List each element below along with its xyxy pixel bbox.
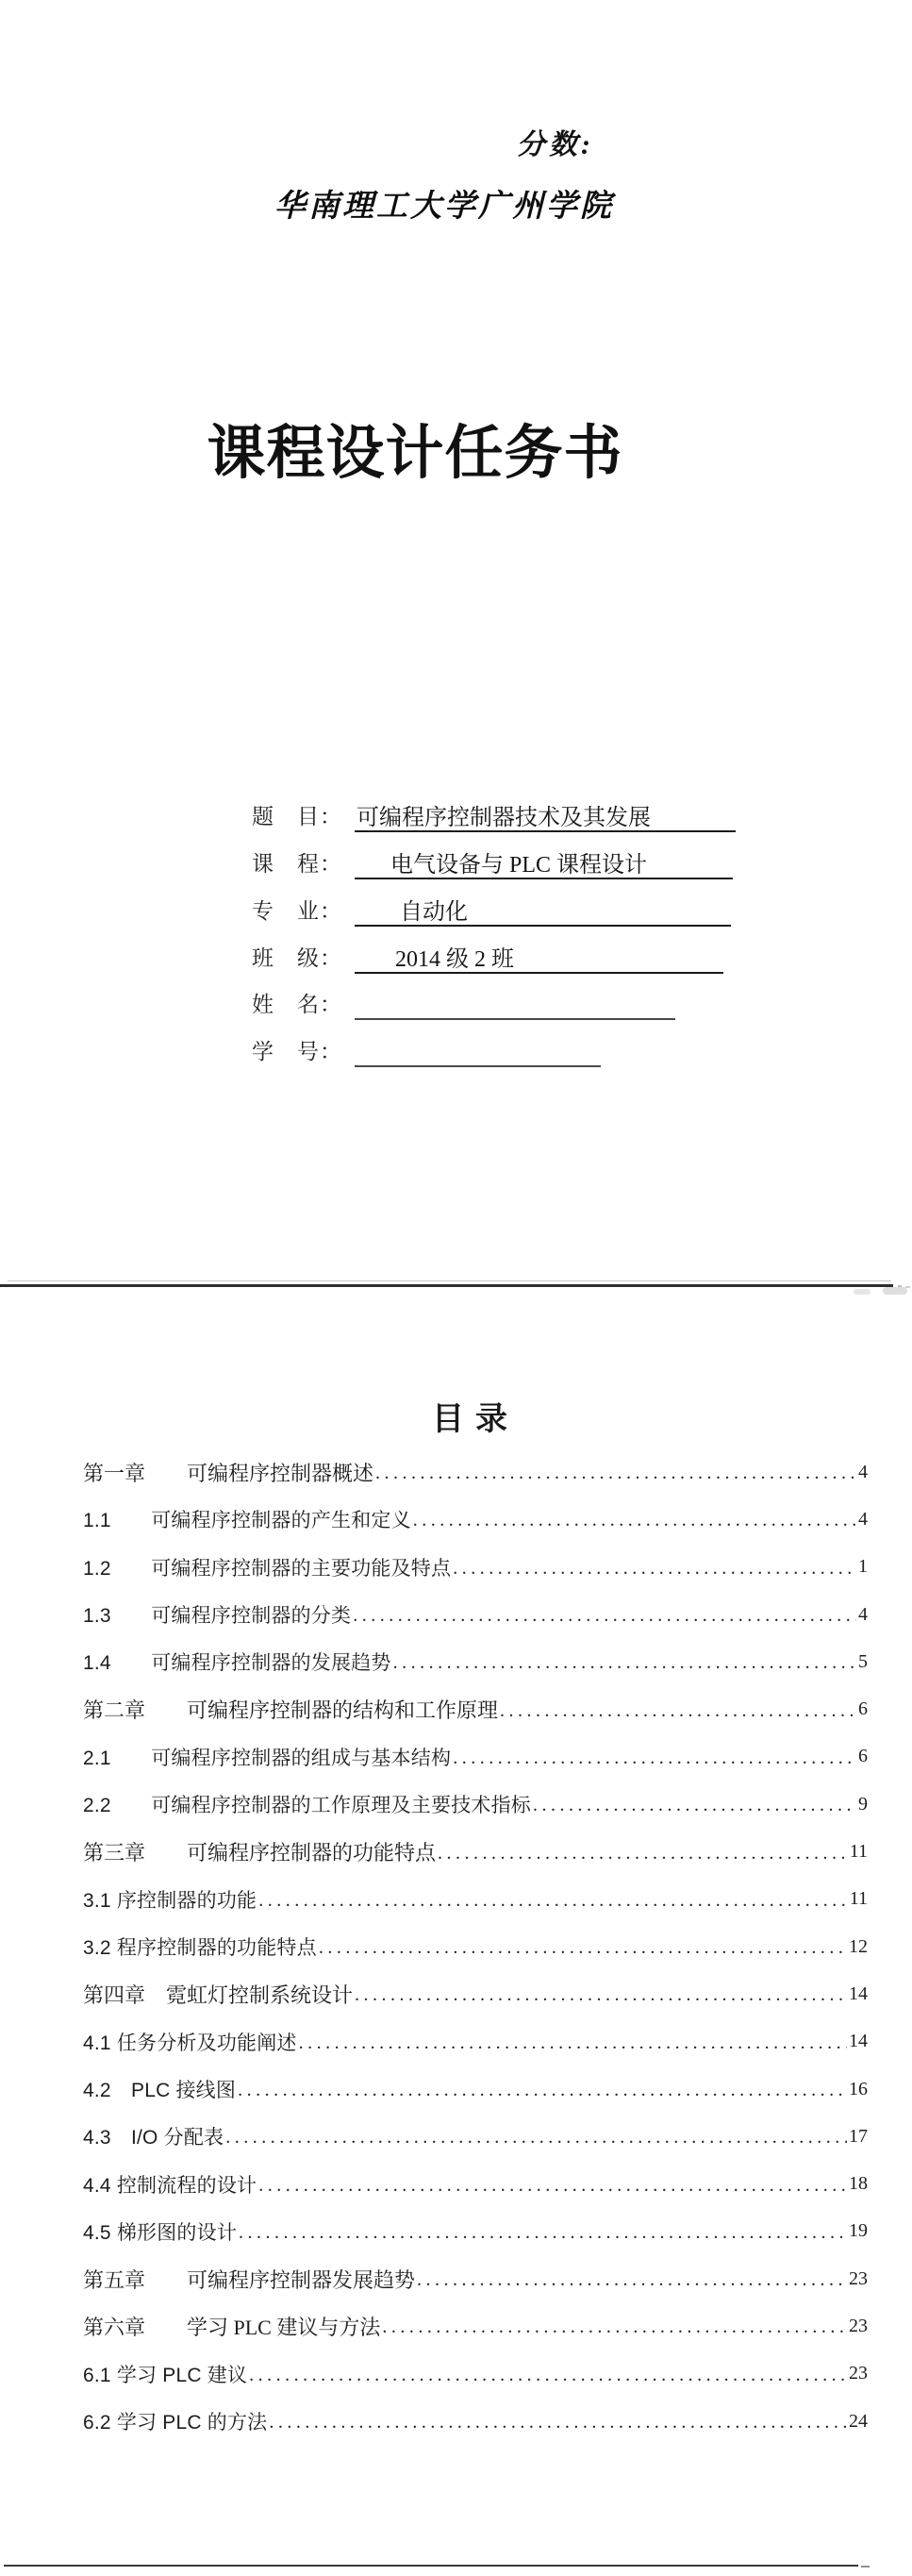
table-of-contents bbox=[83, 1448, 868, 2445]
field-label: 班 级： bbox=[252, 946, 342, 970]
toc-page-number: 6 bbox=[858, 1698, 868, 1720]
toc-page-number: 19 bbox=[849, 2220, 868, 2242]
toc-leader-dots bbox=[258, 2172, 847, 2197]
toc-entry bbox=[83, 1496, 868, 1543]
toc-entry-text: 第六章 学习 PLC 建议与方法 bbox=[83, 2315, 381, 2339]
field-value: 自动化 bbox=[400, 899, 468, 925]
toc-entry-text: 1.2 可编程序控制器的主要功能及特点 bbox=[83, 1557, 452, 1580]
field-underline bbox=[355, 847, 733, 879]
field-label: 课 程： bbox=[252, 852, 342, 876]
toc-leader-dots bbox=[500, 1698, 856, 1722]
toc-leader-dots bbox=[438, 1840, 848, 1865]
toc-page-number: 5 bbox=[858, 1650, 868, 1672]
toc-leader-dots bbox=[238, 2077, 847, 2101]
toc-page-number: 18 bbox=[849, 2173, 868, 2195]
toc-leader-dots bbox=[417, 2267, 847, 2291]
field-row bbox=[252, 893, 731, 927]
toc-page-number: 6 bbox=[858, 1746, 868, 1767]
toc-entry-text: 4.1 任务分析及功能阐述 bbox=[83, 2032, 297, 2054]
page-divider-light-line bbox=[8, 1280, 891, 1281]
field-row bbox=[252, 1033, 601, 1067]
toc-entry bbox=[83, 2208, 868, 2255]
field-label: 专 业： bbox=[252, 899, 342, 923]
page-bottom-edge-dash bbox=[861, 2566, 870, 2568]
toc-entry-text: 1.1 可编程序控制器的产生和定义 bbox=[83, 1510, 411, 1532]
toc-page-number: 4 bbox=[858, 1603, 868, 1625]
toc-entry bbox=[83, 1781, 868, 1828]
toc-leader-dots bbox=[249, 2362, 847, 2386]
field-value: 2014 级 2 班 bbox=[395, 946, 514, 972]
toc-entry-text: 4.5 梯形图的设计 bbox=[83, 2221, 238, 2244]
toc-entry-text: 1.4 可编程序控制器的发展趋势 bbox=[83, 1652, 391, 1675]
toc-entry-text: 2.1 可编程序控制器的组成与基本结构 bbox=[83, 1747, 452, 1769]
toc-entry bbox=[83, 1448, 868, 1496]
toc-page-number: 16 bbox=[849, 2078, 868, 2099]
toc-entry-text: 3.2 程序控制器的功能特点 bbox=[83, 1937, 317, 1960]
toc-page-number: 23 bbox=[849, 2363, 868, 2384]
toc-entry-text: 4.4 控制流程的设计 bbox=[83, 2174, 257, 2197]
toc-page-number: 11 bbox=[849, 1841, 868, 1863]
toc-page-number: 12 bbox=[849, 1935, 868, 1957]
university-name: 华南理工大学广州学院 bbox=[274, 190, 614, 224]
toc-entry bbox=[83, 2018, 868, 2066]
toc-page-number: 11 bbox=[849, 1888, 868, 1910]
toc-leader-dots bbox=[269, 2409, 847, 2434]
toc-page-number: 14 bbox=[849, 2031, 868, 2052]
toc-entry-text: 第三章 可编程序控制器的功能特点 bbox=[83, 1841, 437, 1865]
toc-page-number: 24 bbox=[849, 2410, 868, 2432]
field-row bbox=[252, 798, 736, 832]
field-underline bbox=[355, 895, 731, 927]
toc-entry bbox=[83, 2160, 868, 2207]
toc-entry bbox=[83, 1685, 868, 1732]
toc-entry bbox=[83, 2302, 868, 2350]
toc-entry bbox=[83, 1544, 868, 1591]
toc-page-number: 4 bbox=[858, 1508, 868, 1530]
field-row bbox=[252, 940, 723, 974]
page-bottom-edge-line bbox=[4, 2565, 858, 2567]
page-divider-dark-line bbox=[0, 1284, 893, 1287]
toc-page-number: 9 bbox=[858, 1793, 868, 1815]
toc-entry-text: 4.3 I/O 分配表 bbox=[83, 2127, 224, 2149]
toc-entry-text: 6.1 学习 PLC 建议 bbox=[83, 2364, 248, 2386]
toc-leader-dots bbox=[453, 1555, 856, 1580]
toc-leader-dots bbox=[225, 2124, 847, 2149]
toc-entry bbox=[83, 1876, 868, 1923]
toc-entry-text: 2.2 可编程序控制器的工作原理及主要技术指标 bbox=[83, 1795, 531, 1817]
toc-leader-dots bbox=[353, 1602, 856, 1627]
toc-page-number: 17 bbox=[849, 2125, 868, 2147]
toc-entry-text: 第一章 可编程序控制器概述 bbox=[83, 1461, 374, 1485]
toc-entry-text: 第二章 可编程序控制器的结构和工作原理 bbox=[83, 1698, 499, 1723]
field-value: 电气设备与 PLC 课程设计 bbox=[390, 852, 648, 878]
toc-entry bbox=[83, 1828, 868, 1875]
field-row bbox=[252, 986, 675, 1020]
toc-leader-dots bbox=[375, 1460, 856, 1484]
score-label: 分数: bbox=[517, 129, 594, 160]
toc-leader-dots bbox=[239, 2219, 847, 2244]
document-title: 课程设计任务书 bbox=[207, 421, 623, 486]
scan-artifact bbox=[854, 1289, 871, 1295]
toc-leader-dots bbox=[258, 1887, 848, 1912]
toc-entry-text: 第五章 可编程序控制器发展趋势 bbox=[83, 2267, 416, 2292]
field-underline bbox=[355, 1035, 601, 1067]
field-row bbox=[252, 845, 733, 879]
toc-entry-text: 3.1 序控制器的功能 bbox=[83, 1889, 257, 1912]
scan-artifact bbox=[883, 1287, 907, 1295]
toc-page-number: 1 bbox=[858, 1556, 868, 1578]
toc-entry bbox=[83, 1591, 868, 1638]
toc-entry bbox=[83, 2398, 868, 2445]
toc-entry bbox=[83, 2255, 868, 2302]
toc-entry-text: 第四章 霓虹灯控制系统设计 bbox=[83, 1982, 354, 2007]
toc-entry-text: 6.2 学习 PLC 的方法 bbox=[83, 2412, 268, 2434]
toc-entry bbox=[83, 1970, 868, 2017]
field-value: 可编程序控制器技术及其发展 bbox=[357, 805, 651, 830]
toc-entry bbox=[83, 2113, 868, 2160]
toc-leader-dots bbox=[393, 1649, 856, 1674]
field-underline bbox=[355, 988, 675, 1020]
field-underline bbox=[355, 942, 723, 974]
field-underline bbox=[355, 800, 736, 832]
toc-page-number: 23 bbox=[849, 2315, 868, 2336]
toc-entry bbox=[83, 2350, 868, 2398]
toc-leader-dots bbox=[299, 2030, 847, 2054]
toc-entry bbox=[83, 1923, 868, 1970]
toc-leader-dots bbox=[453, 1745, 856, 1769]
field-label: 学 号： bbox=[252, 1040, 342, 1063]
toc-leader-dots bbox=[382, 2314, 847, 2338]
toc-title: 目录 bbox=[432, 1402, 519, 1437]
toc-entry-text: 4.2 PLC 接线图 bbox=[83, 2080, 237, 2101]
toc-page-number: 23 bbox=[849, 2267, 868, 2289]
field-label: 姓 名： bbox=[252, 993, 342, 1016]
field-label: 题 目： bbox=[252, 805, 342, 828]
toc-page-number: 4 bbox=[858, 1461, 868, 1482]
toc-leader-dots bbox=[355, 1982, 847, 2006]
toc-leader-dots bbox=[533, 1792, 856, 1816]
toc-entry-text: 1.3 可编程序控制器的分类 bbox=[83, 1605, 352, 1628]
toc-entry bbox=[83, 1638, 868, 1685]
toc-leader-dots bbox=[413, 1507, 856, 1531]
toc-page-number: 14 bbox=[849, 1982, 868, 2004]
toc-entry bbox=[83, 1733, 868, 1781]
toc-entry bbox=[83, 2066, 868, 2113]
toc-leader-dots bbox=[319, 1934, 847, 1959]
